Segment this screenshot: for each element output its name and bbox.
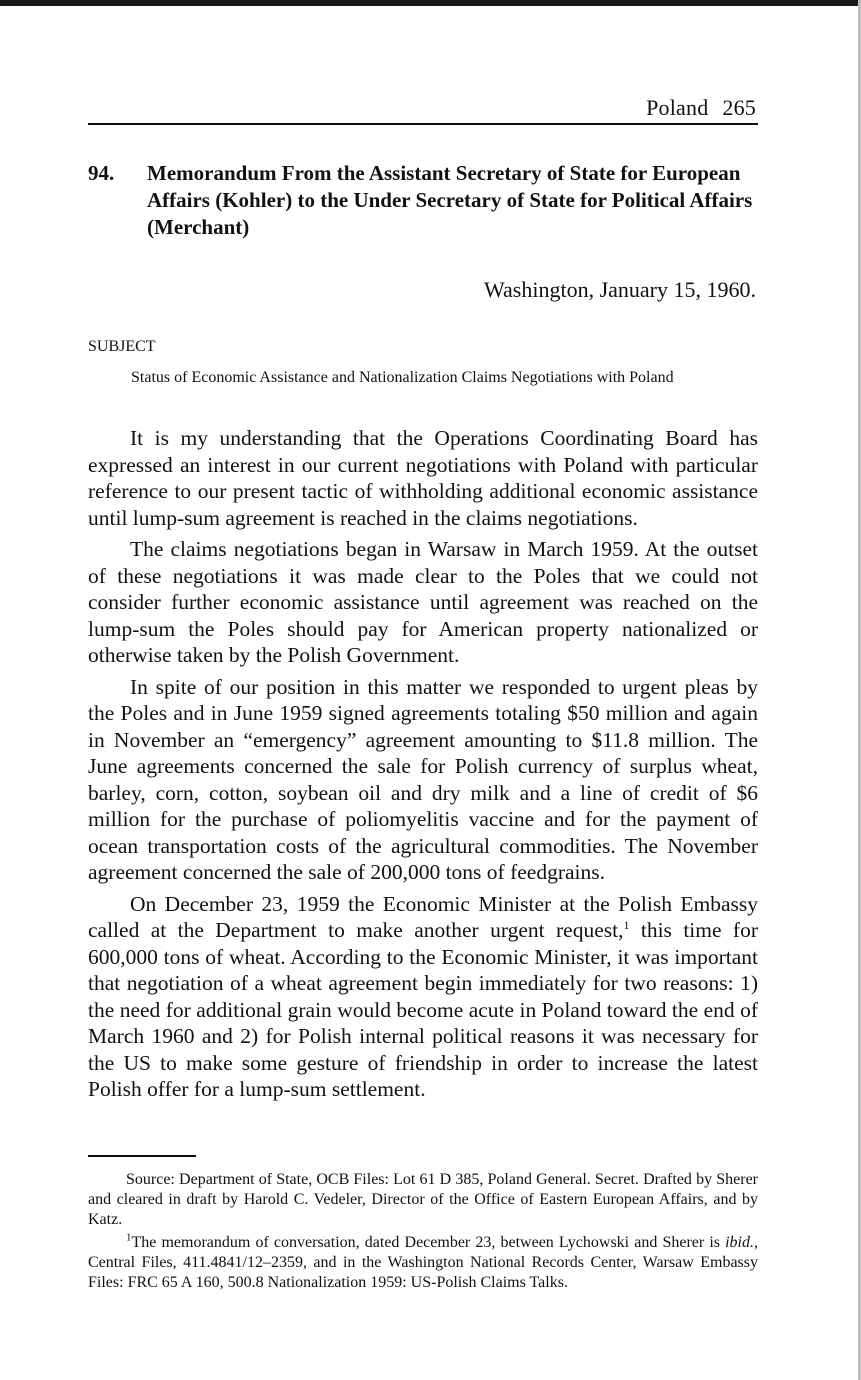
- source-note: Source: Department of State, OCB Files: Lot 61 D 385, Poland General. Secret. Drafted by Sherer and cleared in draft by Harold C. Vedeler, Director of the Office of Eastern European Affairs, and by Katz.: [88, 1171, 758, 1228]
- dateline: Washington, January 15, 1960.: [484, 277, 756, 302]
- subject-text: Status of Economic Assistance and Nationalization Claims Negotiations with Poland: [131, 369, 674, 386]
- document-title-block: [88, 160, 768, 241]
- paragraph-4-text-start: On December 23, 1959 the Economic Minister at the Polish Embassy called at the Department to make another urgent request,: [88, 891, 758, 942]
- footnotes: [88, 1170, 758, 1296]
- running-head-section: Poland: [646, 95, 709, 120]
- document-heading: Memorandum From the Assistant Secretary of State for European Affairs (Kohler) to the Under Secretary of State for Political Affairs (Merchant): [147, 161, 753, 239]
- page-number: 265: [722, 95, 756, 120]
- body-paragraph-4: [88, 891, 758, 1103]
- scan-top-edge: [0, 0, 861, 6]
- document-number: 94.: [88, 161, 115, 185]
- body-paragraph-1: It is my understanding that the Operations Coordinating Board has expressed an interest in our current negotiations with Poland with particular reference to our present tactic of withholding additional economic assistance until lump-sum agreement is reached in the claims negotiations.: [88, 426, 758, 530]
- footnote-1-marker: 1: [126, 1231, 132, 1244]
- footnote-rule: [88, 1155, 196, 1157]
- memo-body: [88, 425, 758, 1108]
- body-paragraph-3: In spite of our position in this matter we responded to urgent pleas by the Poles and in June 1959 signed agreements totaling $50 million and again in November an “emergency” agreement amounting to $11.8 million. The June agreements concerned the sale for Polish currency of surplus wheat, barley, corn, cotton, soybean oil and dry milk and a line of credit of $6 million for the purchase of poliomyelitis vaccine and for the payment of ocean transportation costs of the agricultural commodities. The November agreement concerned the sale of 200,000 tons of feedgrains.: [88, 674, 758, 884]
- running-head: [646, 95, 756, 121]
- footnote-reference-1: 1: [623, 917, 630, 932]
- footnote-1-italic: ibid.: [725, 1234, 754, 1251]
- footnote-1-text-end: , Central Files, 411.4841/12–2359, and in the Washington National Records Center, Warsaw Embassy Files: FRC 65 A 160, 500.8 Nationalization 1959: US-Polish Claims Talks.: [88, 1234, 758, 1291]
- subject-label: SUBJECT: [88, 338, 156, 355]
- body-paragraph-2: The claims negotiations began in Warsaw in March 1959. At the outset of these negotiations it was made clear to the Poles that we could not consider further economic assistance until agreement was reached on the lump-sum the Poles should pay for American property nationalized or otherwise taken by the Polish Government.: [88, 537, 758, 667]
- header-rule: [88, 123, 758, 125]
- footnote-1: [88, 1233, 758, 1293]
- paragraph-4-text-end: this time for 600,000 tons of wheat. According to the Economic Minister, it was important that negotiation of a wheat agreement begin immediately for two reasons: 1) the need for additional grain would become acute in Poland toward the end of March 1960 and 2) for Polish internal political reasons it was necessary for the US to make some gesture of friendship in order to increase the latest Polish offer for a lump-sum settlement.: [88, 918, 758, 1101]
- footnote-1-text-start: The memorandum of conversation, dated December 23, between Lychowski and Sherer is: [131, 1234, 726, 1251]
